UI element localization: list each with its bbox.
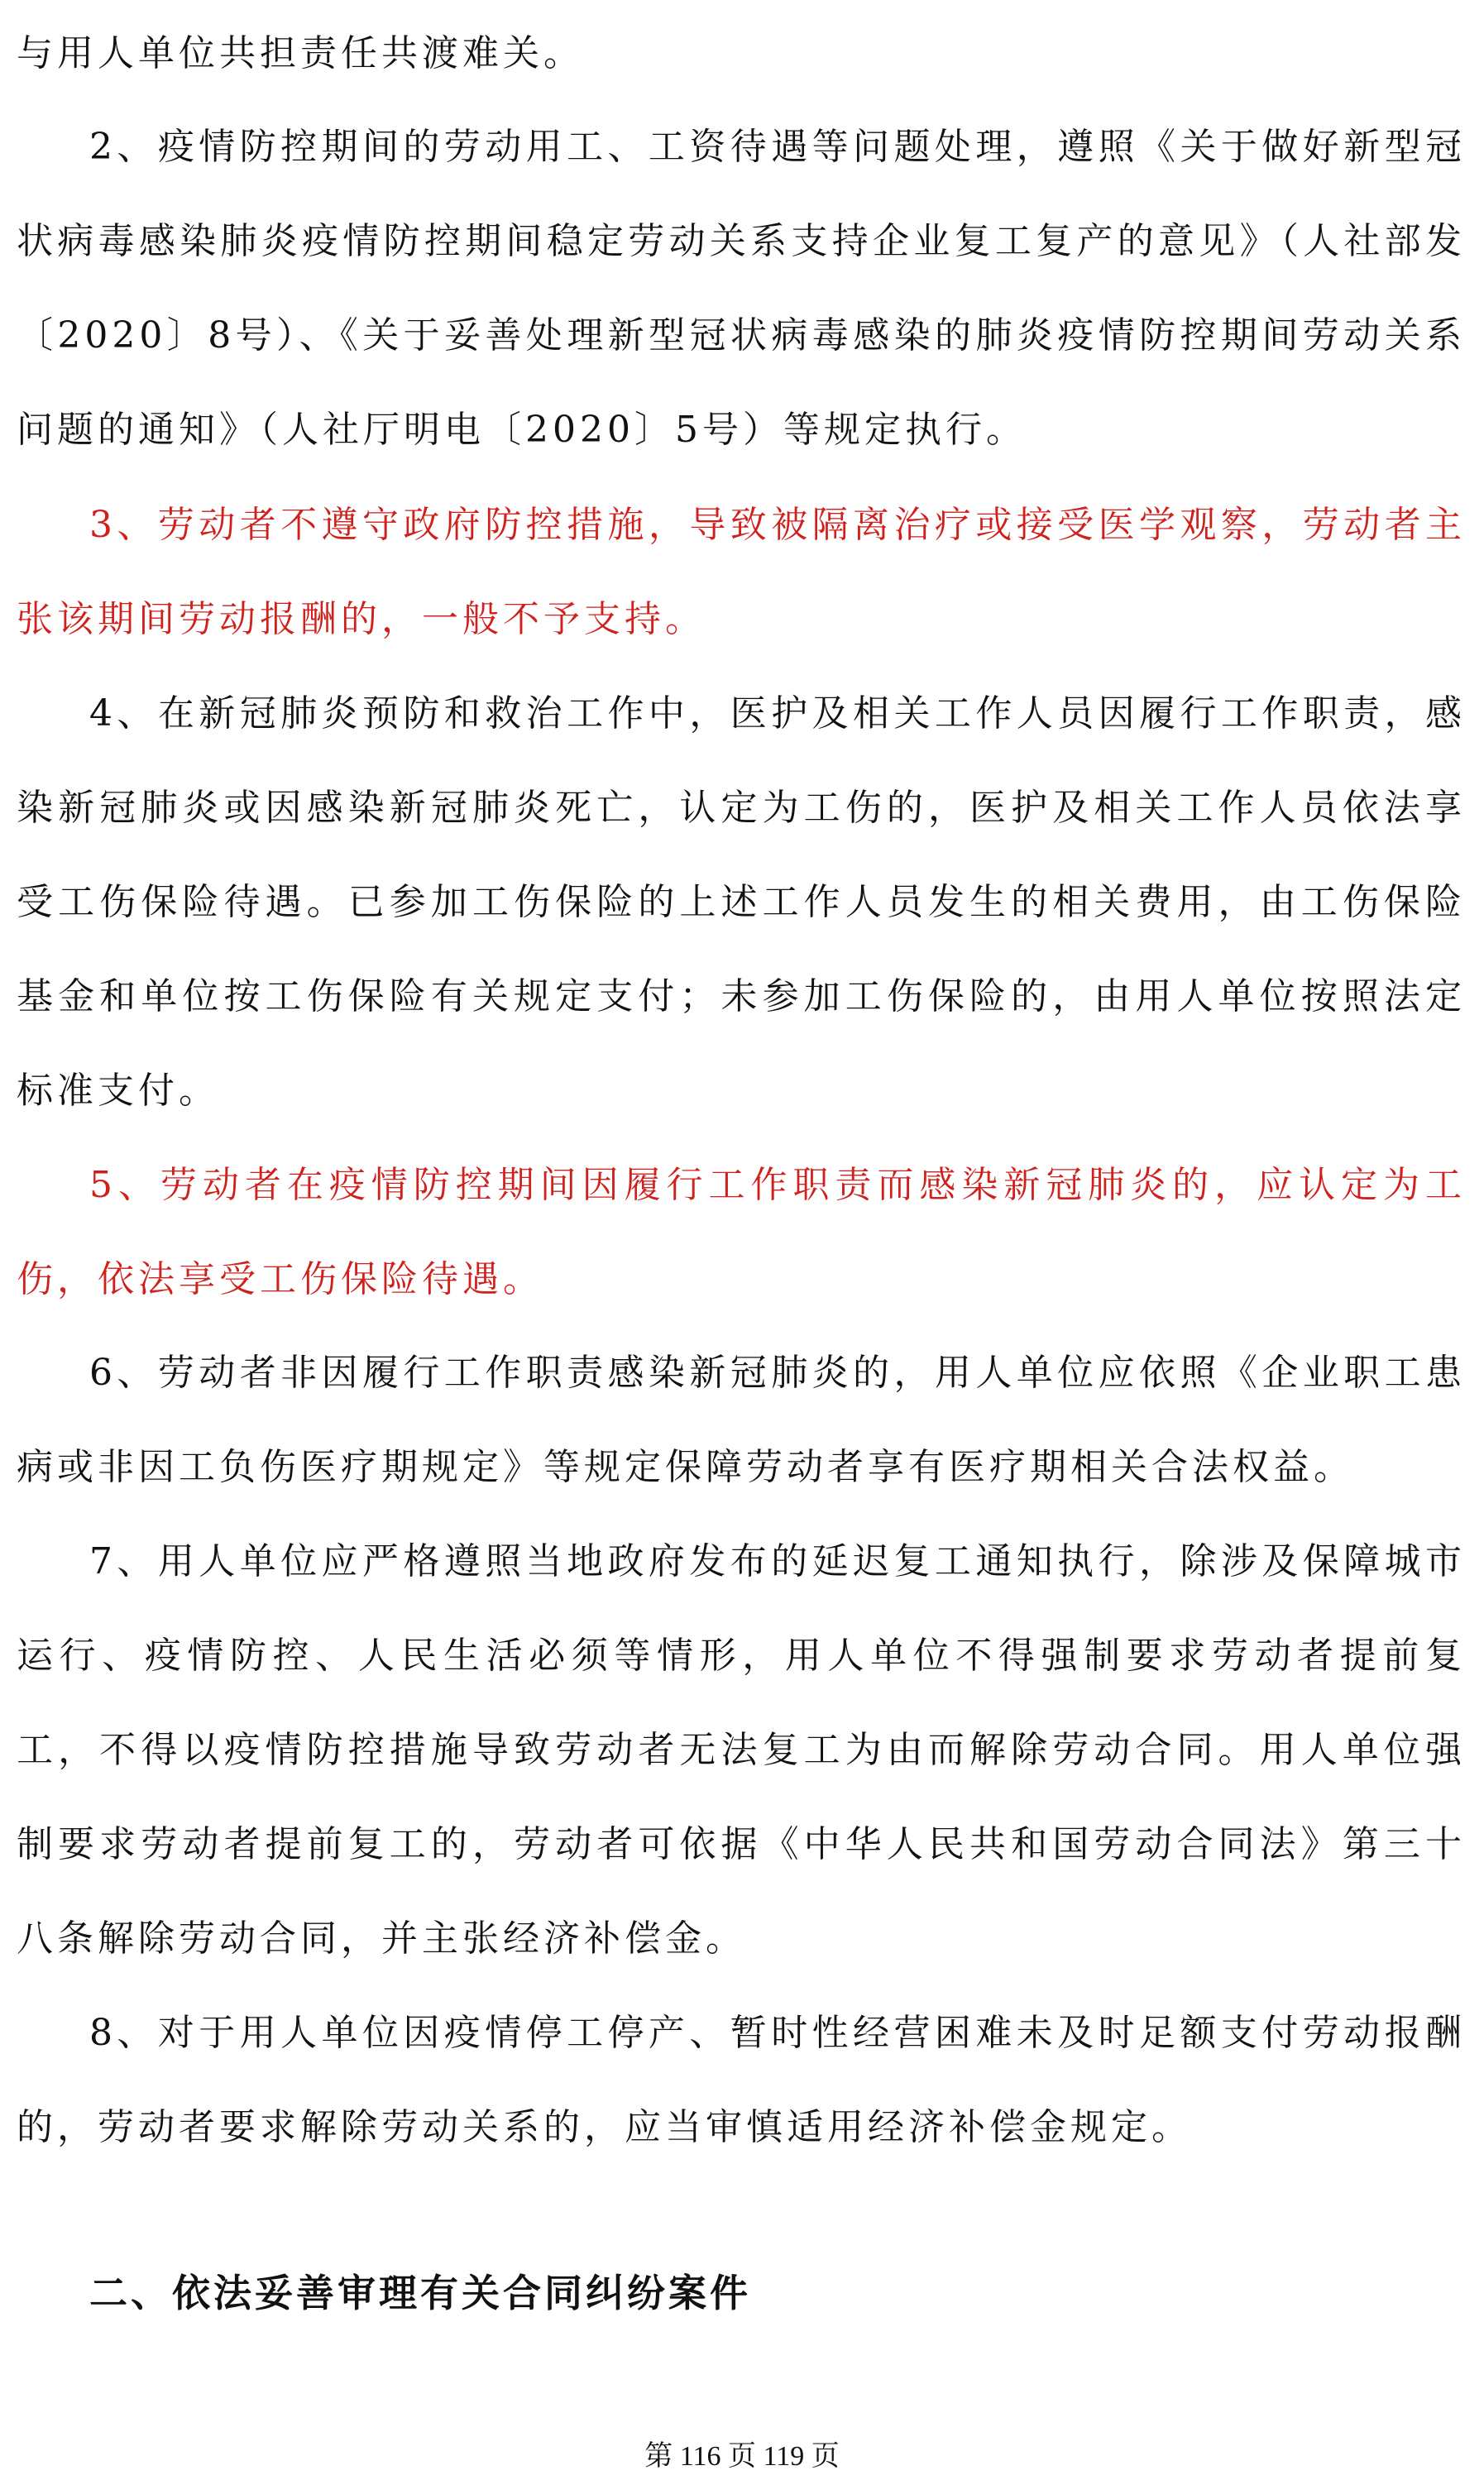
page-number-footer: 第 116 页 119 页 — [644, 2441, 840, 2472]
paragraph-item-6: 6、劳动者非因履行工作职责感染新冠肺炎的，用人单位应依照《企业职工患病或非因工负伤医疗期规定》等规定保障劳动者享有医疗期相关合法权益。 — [17, 1352, 1466, 1488]
paragraph-item-5-highlighted: 5、劳动者在疫情防控期间因履行工作职责而感染新冠肺炎的，应认定为工伤，依法享受工伤保险待遇。 — [17, 1164, 1466, 1300]
paragraph-item-3-highlighted: 3、劳动者不遵守政府防控措施，导致被隔离治疗或接受医学观察，劳动者主张该期间劳动报酬的，一般不予支持。 — [17, 504, 1466, 640]
paragraph-item-8: 8、对于用人单位因疫情停工停产、暂时性经营困难未及时足额支付劳动报酬的，劳动者要求解除劳动关系的，应当审慎适用经济补偿金规定。 — [17, 2012, 1466, 2148]
paragraph-item-4: 4、在新冠肺炎预防和救治工作中，医护及相关工作人员因履行工作职责，感染新冠肺炎或因感染新冠肺炎死亡，认定为工伤的，医护及相关工作人员依法享受工伤保险待遇。已参加工伤保险的上述工作人员发生的相关费用，由工伤保险基金和单位按工伤保险有关规定支付；未参加工伤保险的，由用人单位按照法定标准支付。 — [17, 692, 1466, 1112]
paragraph-item-2: 2、疫情防控期间的劳动用工、工资待遇等问题处理，遵照《关于做好新型冠状病毒感染肺炎疫情防控期间稳定劳动关系支持企业复工复产的意见》（人社部发〔2020〕8号）、《关于妥善处理新型冠状病毒感染的肺炎疫情防控期间劳动关系问题的通知》（人社厅明电〔2020〕5号）等规定执行。 — [17, 126, 1466, 451]
paragraph-continuation: 与用人单位共担责任共渡难关。 — [17, 32, 584, 74]
paragraph-item-7: 7、用人单位应严格遵照当地政府发布的延迟复工通知执行，除涉及保障城市运行、疫情防控、人民生活必须等情形，用人单位不得强制要求劳动者提前复工，不得以疫情防控措施导致劳动者无法复工为由而解除劳动合同。用人单位强制要求劳动者提前复工的，劳动者可依据《中华人民共和国劳动合同法》第三十八条解除劳动合同，并主张经济补偿金。 — [17, 1540, 1466, 1960]
section-heading: 二、依法妥善审理有关合同纠纷案件 — [89, 2271, 751, 2315]
